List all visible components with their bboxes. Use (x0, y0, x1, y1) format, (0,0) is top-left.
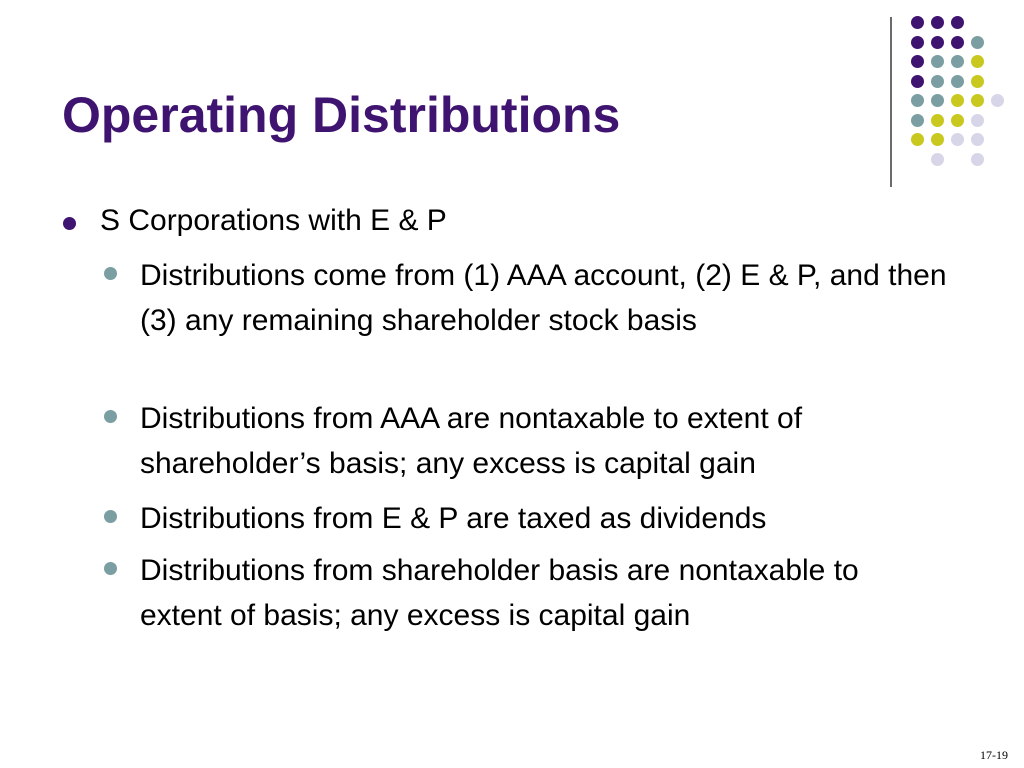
bullet-level2-icon (104, 267, 117, 280)
bullet-level1-icon (63, 217, 76, 230)
bullet-level2-text: Distributions from E & P are taxed as dividends (140, 502, 767, 535)
bullet-level1-text: S Corporations with E & P (100, 204, 447, 237)
slide-title: Operating Distributions (62, 87, 621, 143)
bullet-level2-text: Distributions from AAA are nontaxable to extent of shareholder’s basis; any excess is capital gain (140, 402, 803, 480)
page-number: 17-19 (980, 748, 1008, 762)
bullet-level2-icon (104, 510, 117, 523)
bullet-level2-icon (104, 562, 117, 575)
bullet-level2-text: Distributions from shareholder basis are nontaxable to extent of basis; any excess is capital gain (140, 554, 859, 632)
bullet-level2-text: Distributions come from (1) AAA account, (2) E & P, and then (3) any remaining shareholder stock basis (140, 259, 947, 337)
bullet-level2-icon (104, 410, 117, 423)
